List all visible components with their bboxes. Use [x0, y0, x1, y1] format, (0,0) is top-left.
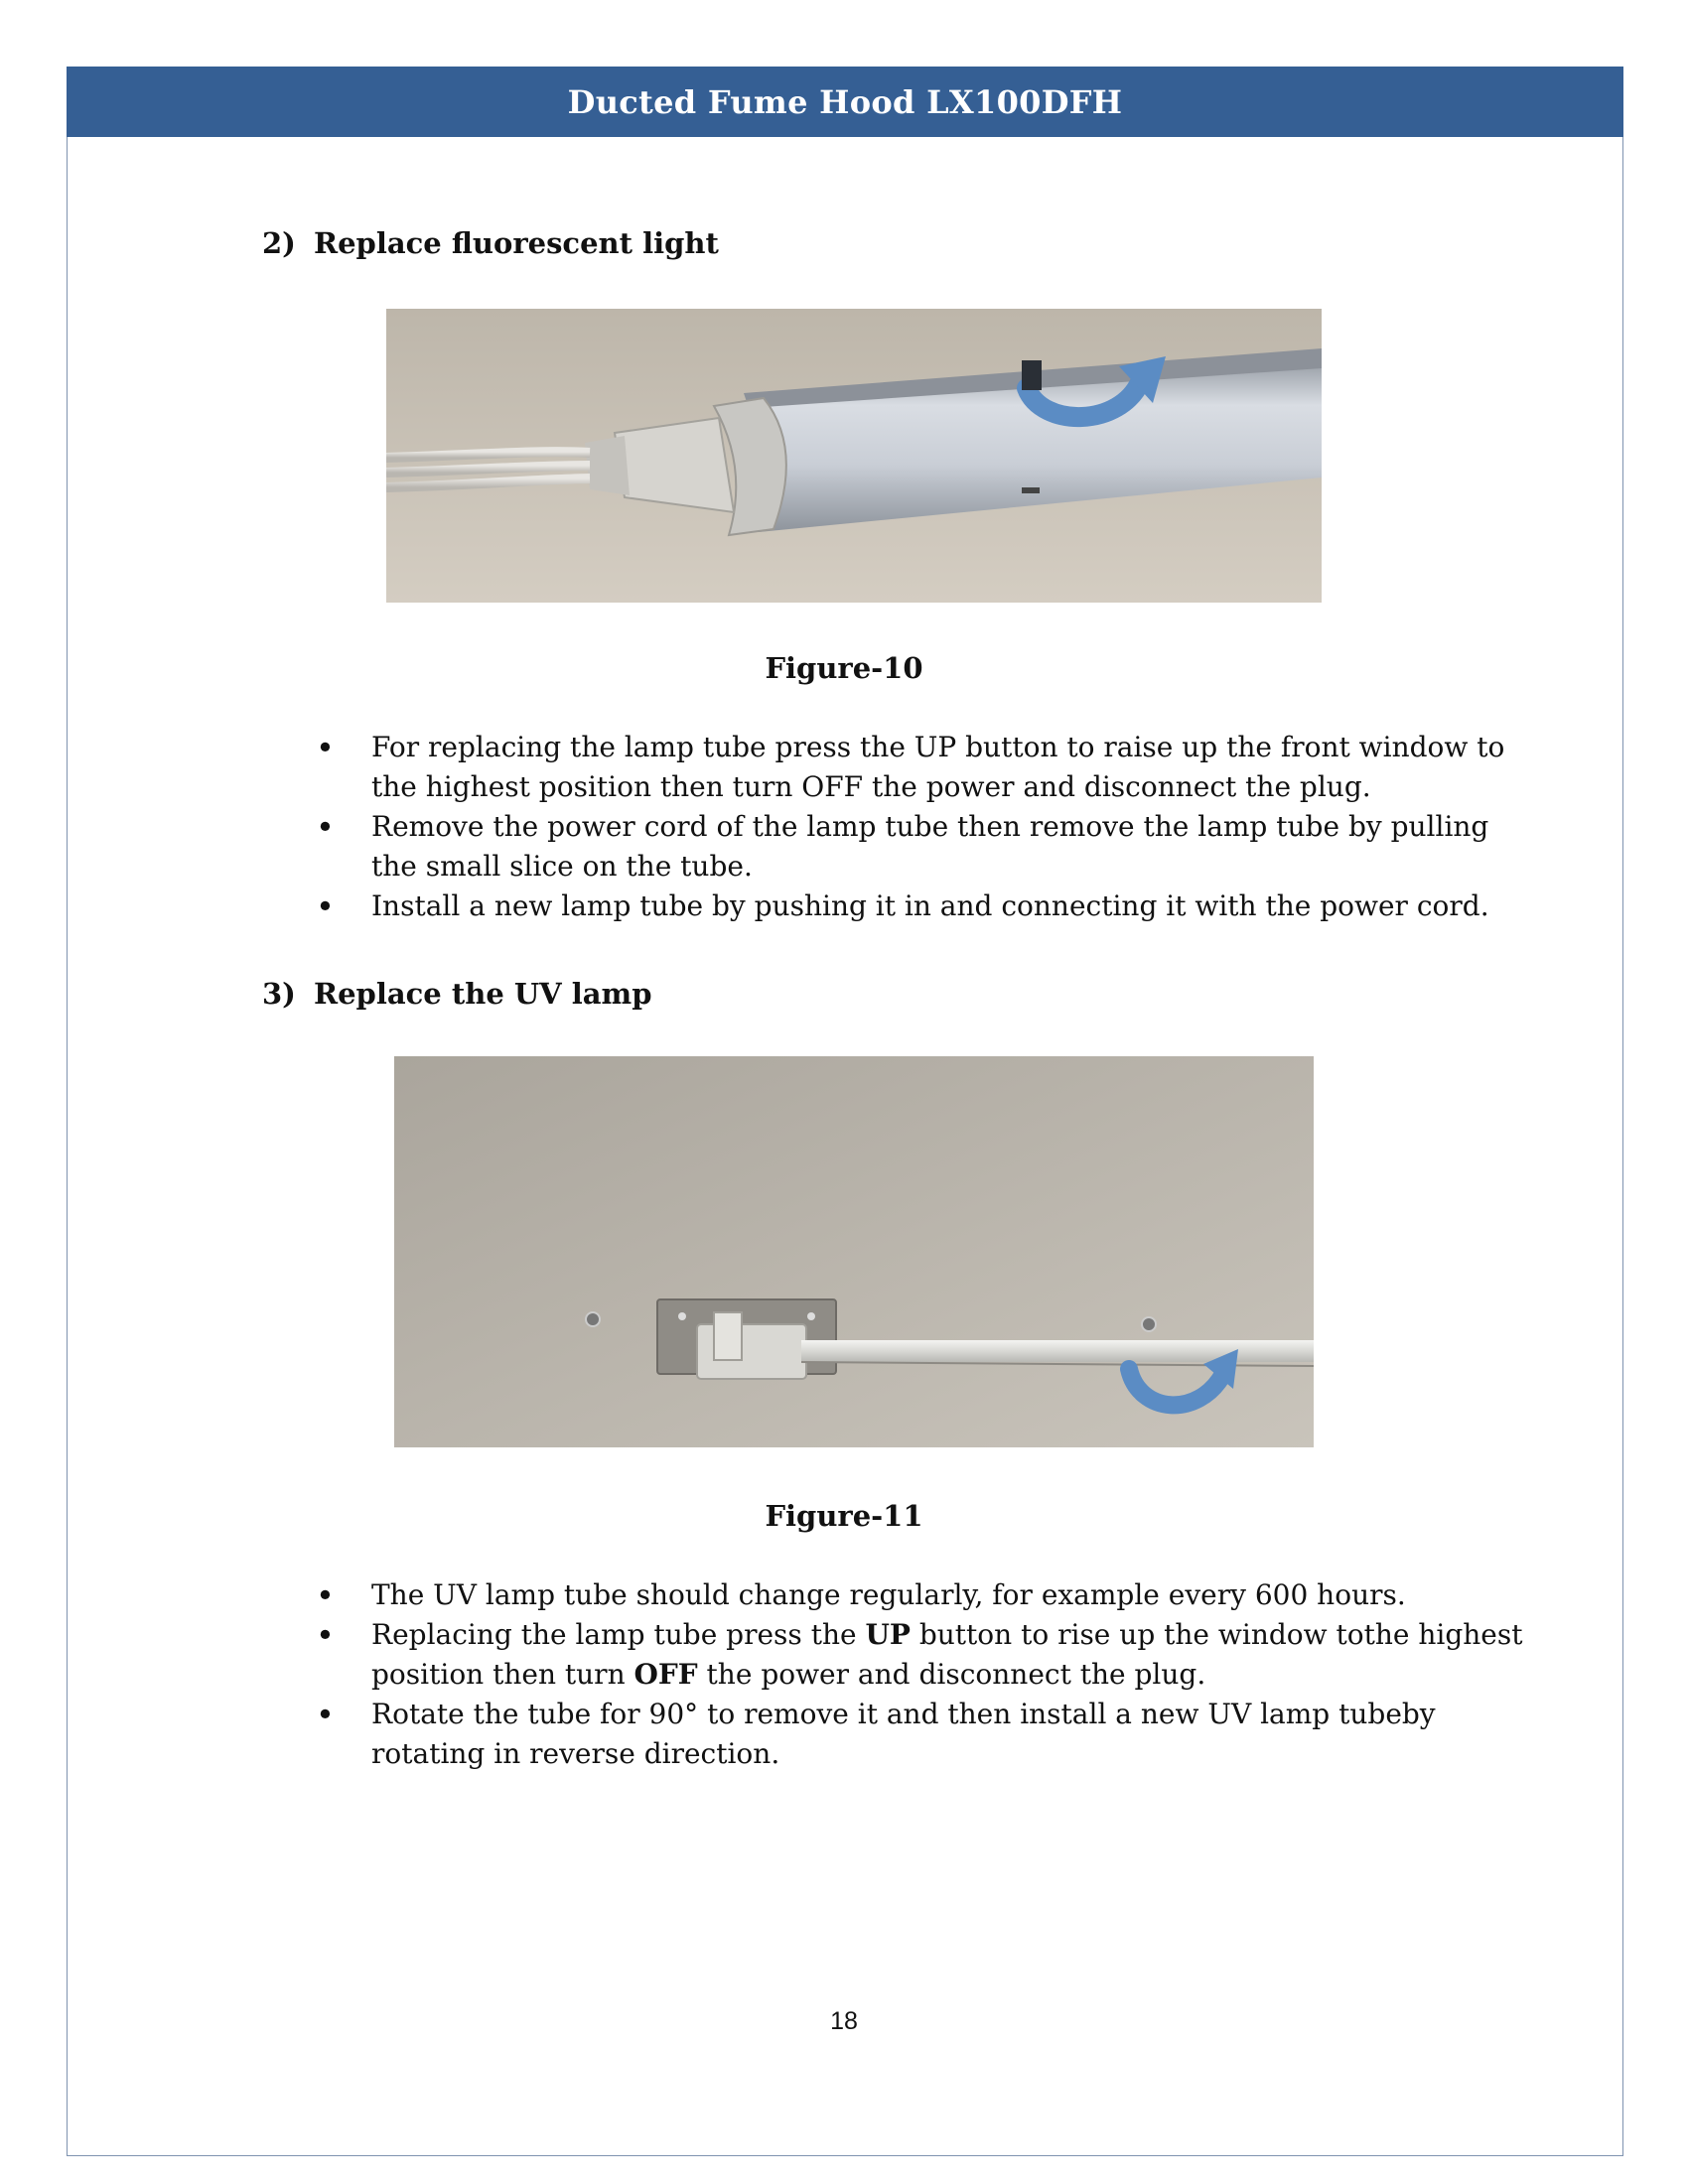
list-item: • Replacing the lamp tube press the UP button to rise up the window tothe highest position then turn OFF the power and disconnect the plug. [316, 1615, 1535, 1695]
figure-caption: Figure-11 [765, 1499, 923, 1533]
section-title: Replace fluorescent light [314, 226, 719, 260]
bullet-icon [316, 728, 371, 769]
list-item: • Install a new lamp tube by pushing it in and connecting it with the power cord. [316, 887, 1535, 926]
figure-11-photo [394, 1056, 1314, 1447]
bullet-list-fluorescent [316, 728, 1535, 926]
document-title: Ducted Fume Hood LX100DFH [567, 82, 1123, 121]
bullet-icon [316, 887, 371, 928]
figure-caption: Figure-10 [765, 651, 923, 685]
emphasis-off: OFF [633, 1658, 698, 1691]
list-item: • Remove the power cord of the lamp tube then remove the lamp tube by pulling the small slice on the tube. [316, 807, 1535, 887]
emphasis-up: UP [865, 1618, 911, 1651]
bullet-icon [316, 1615, 371, 1657]
bullet-icon [316, 807, 371, 849]
bullet-icon [316, 1575, 371, 1617]
list-item: • The UV lamp tube should change regularly, for example every 600 hours. [316, 1575, 1535, 1615]
section-heading-replace-uv [262, 977, 652, 1011]
bullet-list-uv [316, 1575, 1535, 1774]
list-item: • For replacing the lamp tube press the UP button to raise up the front window to the highest position then turn OFF the power and disconnect the plug. [316, 728, 1535, 807]
figure-10-photo [386, 309, 1322, 603]
section-title: Replace the UV lamp [314, 977, 652, 1011]
section-number: 2) [262, 226, 296, 260]
section-heading-replace-fluorescent [262, 226, 719, 260]
list-item: • Rotate the tube for 90° to remove it and then install a new UV lamp tubeby rotating in reverse direction. [316, 1695, 1535, 1774]
page-number: 18 [830, 2007, 858, 2035]
section-number: 3) [262, 977, 296, 1011]
bullet-icon [316, 1695, 371, 1736]
lamp-tube-photo [386, 309, 1322, 603]
uv-lamp-photo [394, 1056, 1314, 1447]
page-header [67, 67, 1623, 137]
